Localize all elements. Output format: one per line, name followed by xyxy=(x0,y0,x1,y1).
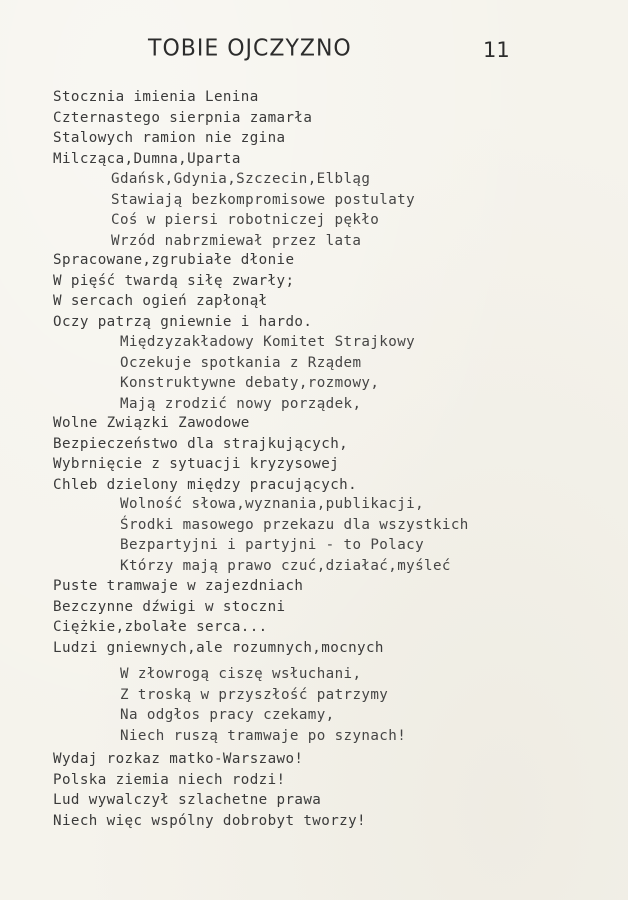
stanza-6 xyxy=(120,494,469,576)
stanza-8 xyxy=(120,664,406,746)
poem-line: Stalowych ramion nie zgina xyxy=(53,130,286,146)
stanza-3 xyxy=(53,250,312,332)
poem-line: Wybrnięcie z sytuacji kryzysowej xyxy=(53,456,340,472)
poem-line: W pięść twardą siłę zwarły; xyxy=(53,272,295,289)
stanza-7 xyxy=(53,576,384,658)
poem-line: Oczekuje spotkania z Rządem xyxy=(120,354,362,371)
poem-line: Milcząca,Dumna,Uparta xyxy=(53,150,241,167)
poem-line: Coś w piersi robotniczej pękło xyxy=(111,212,380,228)
stanza-5 xyxy=(53,413,357,495)
poem-line: Czternastego sierpnia zamarła xyxy=(53,109,313,126)
poem-line: Niech ruszą tramwaje po szynach! xyxy=(120,727,407,744)
poem-line: Ciężkie,zbolałe serca... xyxy=(53,619,268,635)
poem-title: TOBIE OJCZYZNO xyxy=(148,35,352,62)
poem-line: Polska ziemia niech rodzi! xyxy=(53,771,286,788)
poem-line: Bezczynne dźwigi w stoczni xyxy=(53,598,286,615)
poem-line: Wolne Związki Zawodowe xyxy=(53,415,250,431)
poem-line: Wydaj rozkaz matko-Warszawo! xyxy=(53,751,304,767)
poem-line: Z troską w przyszłość patrzymy xyxy=(120,686,389,703)
poem-line: Puste tramwaje w zajezdniach xyxy=(53,578,304,594)
stanza-1 xyxy=(53,87,312,169)
poem-line: Bezpartyjni i partyjni - to Polacy xyxy=(120,537,425,553)
poem-line: Gdańsk,Gdynia,Szczecin,Elbląg xyxy=(111,171,371,187)
poem-line: Stocznia imienia Lenina xyxy=(53,89,259,105)
poem-line: Którzy mają prawo czuć,działać,myśleć xyxy=(120,557,451,574)
poem-line: Wrzód nabrzmiewał przez lata xyxy=(111,232,362,249)
stanza-2 xyxy=(111,169,415,251)
poem-line: Oczy patrzą gniewnie i hardo. xyxy=(53,313,313,330)
poem-line: W sercach ogień zapłonął xyxy=(53,293,268,309)
poem-line: Środki masowego przekazu dla wszystkich xyxy=(120,516,469,533)
poem-line: Konstruktywne debaty,rozmowy, xyxy=(120,375,380,391)
poem-line: Niech więc wspólny dobrobyt tworzy! xyxy=(53,812,366,829)
poem-line: Międzyzakładowy Komitet Strajkowy xyxy=(120,334,416,350)
poem-line: Na odgłos pracy czekamy, xyxy=(120,707,335,723)
poem-line: Chleb dzielony między pracujących. xyxy=(53,476,358,493)
poem-line: Bezpieczeństwo dla strajkujących, xyxy=(53,435,349,452)
poem-line: Ludzi gniewnych,ale rozumnych,mocnych xyxy=(53,639,384,656)
stanza-4 xyxy=(120,332,415,414)
poem-line: Stawiają bezkompromisowe postulaty xyxy=(111,191,416,208)
poem-line: W złowrogą ciszę wsłuchani, xyxy=(120,666,362,682)
poem-line: Spracowane,zgrubiałe dłonie xyxy=(53,252,295,268)
page-number: 11 xyxy=(483,38,510,62)
stanza-9 xyxy=(53,749,366,831)
poem-line: Mają zrodzić nowy porządek, xyxy=(120,395,362,412)
poem-line: Lud wywalczył szlachetne prawa xyxy=(53,792,322,808)
poem-line: Wolność słowa,wyznania,publikacji, xyxy=(120,496,425,512)
